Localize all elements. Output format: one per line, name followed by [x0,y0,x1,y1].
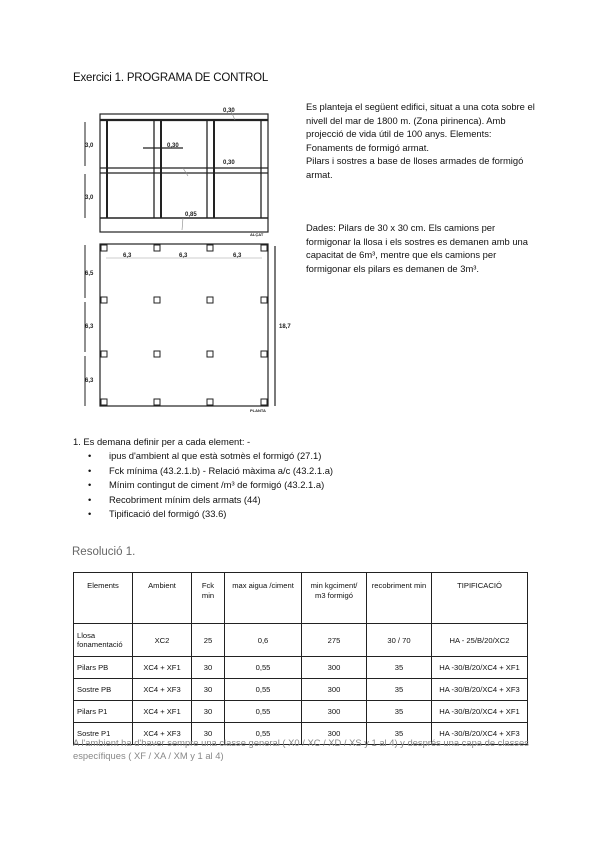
header-min-cement: min kgciment/ m3 formigó [302,573,367,624]
data-text: Dades: Pilars de 30 x 30 cm. Els camions per formigonar la llosa i els sostres es demanen amb una capacitat de 6m³, mentre que els camions per formigonar els pilars es demanen de 3m³. [306,222,528,274]
resolution-table [73,572,528,745]
header-max-ac: max aigua /ciment [225,573,302,624]
span-2-label: 6,3 [179,253,188,259]
intro-text [306,100,541,182]
table-row: Sostre PB XC4 + XF3 30 0,55 300 35 HA -30/B/20/XC4 + XF3 [74,679,528,701]
elevation-section [85,109,268,232]
intro-paragraph: Es planteja el següent edifici, situat a una cota sobre el nivell del mar de 1800 m. (Zona pirinenca). Amb projecció de vida útil de 100 anys. Elements: [306,101,535,140]
task-heading: 1. Es demana definir per a cada element: - [73,436,251,447]
column-label: 0,30 [167,143,179,149]
header-cover: recobriment min [367,573,432,624]
span-3-label: 6,3 [233,253,242,259]
task-item: • Fck mínima (43.2.1.b) - Relació màxima a/c (43.2.1.a) [88,464,333,479]
span-1-label: 6,3 [123,253,132,259]
bullet-icon: • [88,450,92,461]
plan-view [85,244,275,406]
task-item: • ipus d'ambient al que està sotmès el formigó (27.1) [88,449,333,464]
table-row: Pilars PB XC4 + XF1 30 0,55 300 35 HA -30/B/20/XC4 + XF1 [74,657,528,679]
table-row: Llosa fonamentació XC2 25 0,6 275 30 / 70 HA - 25/B/20/XC2 [74,624,528,657]
header-ambient: Ambient [133,573,192,624]
section-name: ALÇAT [250,232,264,237]
plan-name: PLANTA [250,408,266,413]
table-header-row [74,573,528,624]
height-label-top: 3,0 [85,143,94,149]
foundation-label: 0,85 [185,212,197,218]
task-item: • Tipificació del formigó (33.6) [88,507,333,522]
header-typification: TIPIFICACIÓ [432,573,528,624]
slab-top-label: 0,30 [223,108,235,114]
bullet-icon: • [88,508,92,519]
intro-foundations: Fonaments de formigó armat. [306,141,429,153]
table-row: Pilars P1 XC4 + XF1 30 0,55 300 35 HA -30/B/20/XC4 + XF1 [74,701,528,723]
task-list [88,449,333,522]
task-item: • Recobriment mínim dels armats (44) [88,493,333,508]
column-markers [101,245,267,405]
side-1-label: 6,5 [85,271,94,277]
table-row: Sostre P1 XC4 + XF3 30 0,55 300 35 HA -30/B/20/XC4 + XF3 [74,723,528,745]
intro-columns-slabs: Pilars i sostres a base de lloses armades de formigó armat. [306,155,524,180]
total-label: 18,7 [279,324,291,330]
header-elements: Elements [74,573,133,624]
side-3-label: 6,3 [85,378,94,384]
task-item: • Mínim contingut de ciment /m³ de formigó (43.2.1.a) [88,478,333,493]
slab-mid-label: 0,30 [223,160,235,166]
resolution-title: Resolució 1. [72,546,136,558]
footnote: A l'ambient ha d'haver sempre una classe general ( X0 / XC / XD / XS y 1 al 4) y després una capa de classes específiques ( XF / XA / XM y 1 al 4) [73,737,529,761]
bullet-icon: • [88,479,92,490]
page-title: Exercici 1. PROGRAMA DE CONTROL [73,72,269,84]
side-2-label: 6,3 [85,324,94,330]
building-diagram [75,100,305,420]
bullet-icon: • [88,464,92,476]
header-fck: Fck min [192,573,225,624]
bullet-icon: • [88,493,92,505]
height-label-bottom: 3,0 [85,195,94,201]
